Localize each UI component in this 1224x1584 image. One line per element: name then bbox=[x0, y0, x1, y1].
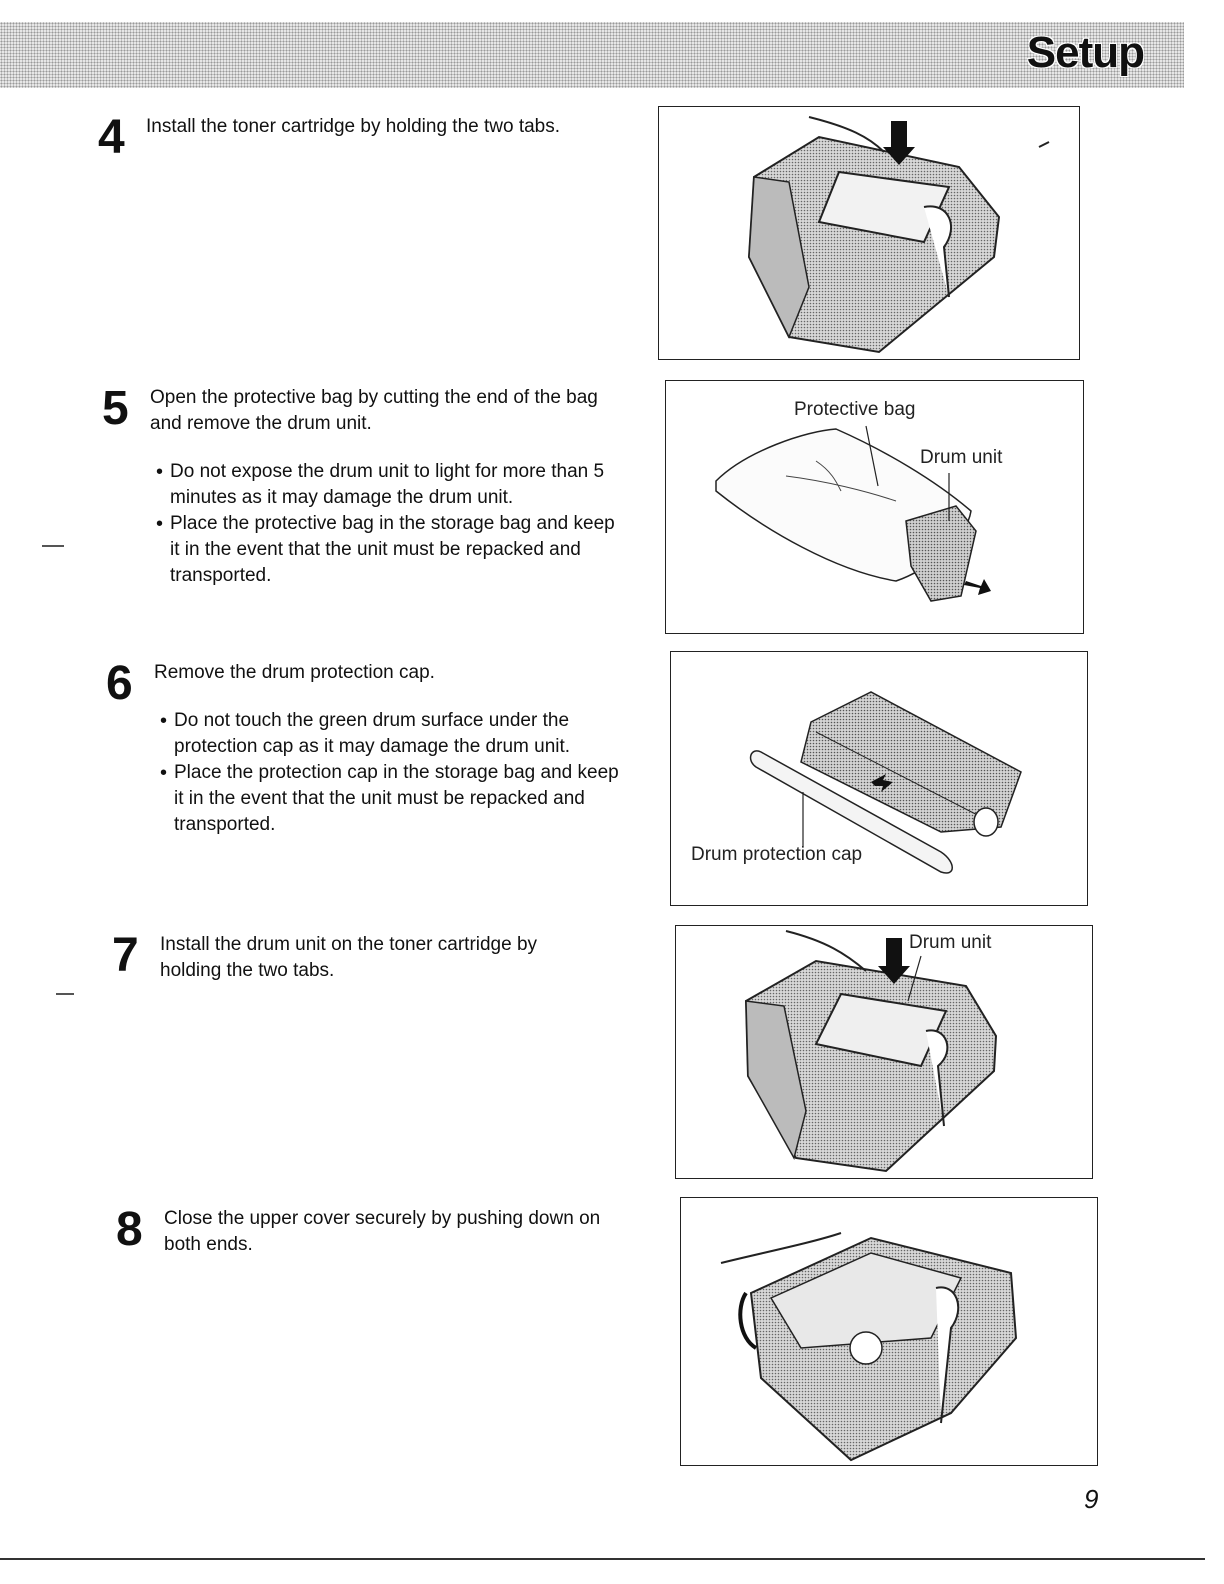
callout-drum-unit: Drum unit bbox=[920, 447, 1003, 468]
step-number: 8 bbox=[116, 1203, 143, 1256]
step-text-block bbox=[150, 385, 620, 589]
step-text: Open the protective bag by cutting the end of the bag and remove the drum unit. bbox=[150, 387, 598, 434]
callout-drum-protection-cap: Drum protection cap bbox=[691, 844, 863, 865]
bullet-item: • Do not touch the green drum surface under the protection cap as it may damage the drum unit. bbox=[160, 708, 624, 760]
fax-close-cover-illustration bbox=[681, 1198, 1097, 1465]
scan-mark bbox=[42, 545, 64, 547]
figure-install-drum bbox=[675, 925, 1093, 1179]
step-number: 4 bbox=[98, 111, 125, 164]
step-number: 5 bbox=[102, 382, 129, 435]
page-number: 9 bbox=[1084, 1484, 1099, 1514]
bottom-rule bbox=[0, 1558, 1205, 1560]
fax-drum-illustration bbox=[676, 926, 1092, 1178]
bullet-list bbox=[160, 708, 624, 838]
step-text: Remove the drum protection cap. bbox=[154, 662, 435, 683]
step-text: Close the upper cover securely by pushing down on both ends. bbox=[164, 1208, 601, 1255]
fax-toner-illustration bbox=[659, 107, 1079, 359]
step-number: 6 bbox=[106, 657, 133, 710]
figure-install-toner bbox=[658, 106, 1080, 360]
header-band bbox=[0, 22, 1184, 88]
bullet-list bbox=[156, 459, 620, 589]
figure-close-cover bbox=[680, 1197, 1098, 1466]
figure-drum-cap bbox=[670, 651, 1088, 906]
callout-protective-bag: Protective bag bbox=[794, 399, 916, 420]
bullet-item: • Place the protection cap in the storage bag and keep it in the event that the unit must be repacked and transported. bbox=[160, 760, 624, 838]
scan-mark bbox=[56, 993, 74, 995]
bullet-item: • Place the protective bag in the storage bag and keep it in the event that the unit must be repacked and transported. bbox=[156, 511, 620, 589]
drum-cap-illustration bbox=[671, 652, 1087, 905]
step-text: Install the toner cartridge by holding the two tabs. bbox=[146, 116, 561, 137]
figure-drum-bag bbox=[665, 380, 1084, 634]
step-text: Install the drum unit on the toner cartridge by holding the two tabs. bbox=[160, 934, 538, 981]
page-title: Setup bbox=[1026, 28, 1144, 77]
step-text-block bbox=[154, 660, 624, 838]
bullet-item: • Do not expose the drum unit to light for more than 5 minutes as it may damage the drum unit. bbox=[156, 459, 620, 511]
callout-drum-unit: Drum unit bbox=[909, 932, 992, 953]
step-number: 7 bbox=[112, 929, 139, 982]
